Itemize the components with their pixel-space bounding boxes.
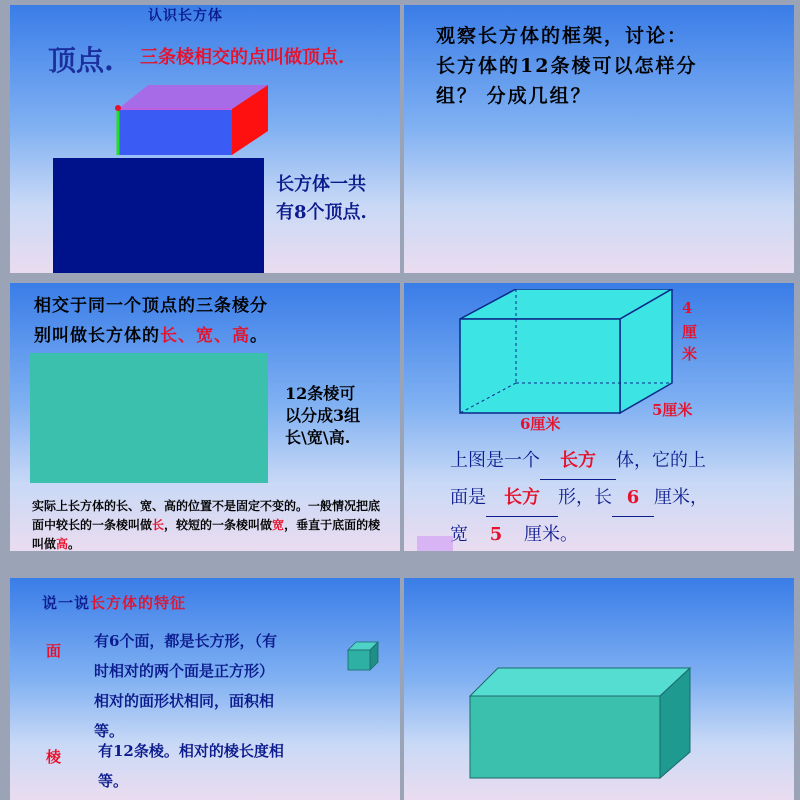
slide-cuboid [404, 578, 794, 800]
face-tag: 面 [46, 642, 62, 660]
slide-vertex [10, 5, 400, 273]
teal-block [30, 353, 268, 483]
note-high: 高 [56, 537, 69, 551]
features-title [42, 592, 186, 613]
cuboid-dimension-figure [454, 289, 694, 415]
vertex-heading: 顶点. [48, 44, 114, 77]
edge-groups-line2: 以分成3组 [285, 406, 361, 425]
statement-prefix: 别叫做长方体的 [34, 326, 160, 346]
vertex-count-text [276, 171, 367, 227]
note-long: 长 [152, 518, 165, 532]
vertex-count-line2: 有8个顶点. [276, 202, 367, 223]
note-part3: ，垂直于底面的棱叫做 [32, 518, 381, 551]
small-cube-icon [346, 640, 380, 672]
blank-width[interactable]: 5 [468, 517, 524, 551]
note-part4: 。 [68, 537, 81, 551]
slide-length-width-height [10, 283, 400, 551]
text-b: 体，它的上 [616, 450, 706, 471]
slide-features [10, 578, 400, 800]
features-title-highlight: 长方体的特征 [90, 594, 187, 612]
teal-cuboid-figure [468, 666, 692, 780]
text-a: 上图是一个 [450, 450, 540, 471]
face-line3: 相对的面形状相同，面积相 [94, 692, 275, 710]
face-line2: 时相对的两个面是正方形） [94, 662, 275, 680]
features-title-prefix: 说一说 [42, 594, 91, 612]
vertex-dot [115, 105, 121, 111]
blank-face-shape[interactable]: 长方 [486, 480, 558, 517]
text-g: 厘米。 [524, 524, 578, 545]
note-wide: 宽 [272, 518, 285, 532]
cuboid-top [470, 668, 690, 696]
note-part1: 实际上长方体的长、宽、高的位置不是固定不变的。一般情况把底面中较长的一条棱叫做 [32, 499, 381, 532]
statement-line2 [34, 321, 268, 351]
blank-solid-name[interactable]: 长方 [540, 443, 616, 480]
exercise-text [450, 443, 708, 551]
statement-suffix: 。 [250, 326, 268, 346]
height-value: 4 [682, 299, 693, 317]
face-line4: 等。 [94, 722, 125, 740]
text-c: 面是 [450, 487, 486, 508]
length-label: 6厘米 [520, 415, 561, 433]
slide-discussion [404, 5, 794, 273]
edge-tag: 棱 [46, 748, 62, 766]
height-unit-2: 米 [682, 345, 698, 363]
note-part2: ，较短的一条棱叫做 [164, 518, 273, 532]
cuboid-front [470, 696, 660, 778]
text-d: 形，长 [558, 487, 612, 508]
vertex-count-line1: 长方体一共 [276, 174, 366, 195]
face-description [94, 626, 277, 746]
edge-line2: 等。 [98, 772, 129, 790]
face-line1: 有6个面，都是长方形，（有 [94, 632, 277, 650]
cuboid-front-face [118, 109, 232, 155]
statement-highlight: 长、宽、高 [160, 326, 250, 346]
cuboid-vertex-figure [110, 75, 280, 165]
question-line1: 观察长方体的框架，讨论： [436, 25, 689, 47]
width-label: 5厘米 [652, 401, 693, 419]
lwh-note [32, 497, 382, 551]
vertex-definition: 三条棱相交的点叫做顶点. [140, 47, 345, 68]
statement-line1: 相交于同一个顶点的三条棱分 [34, 296, 268, 316]
slide-exercise [404, 283, 794, 551]
slide-title: 认识长方体 [148, 8, 223, 24]
discussion-question [436, 21, 697, 111]
question-line3: 组？ 分成几组？ [436, 85, 592, 107]
edge-line1: 有12条棱。相对的棱长度相 [98, 742, 284, 760]
navy-block [53, 158, 264, 273]
edge-groups-text [285, 383, 360, 449]
height-unit-1: 厘 [682, 323, 698, 341]
text-f: 宽 [450, 524, 468, 545]
text-e: 厘米， [654, 487, 708, 508]
lwh-statement [34, 291, 268, 351]
edge-groups-line1: 12条棱可 [285, 384, 356, 403]
lavender-marker [417, 536, 453, 551]
blank-length[interactable]: 6 [612, 480, 654, 517]
exercise-front-face [460, 319, 620, 413]
question-line2: 长方体的12条棱可以怎样分 [436, 55, 698, 77]
edge-groups-line3: 长\宽\高. [285, 428, 351, 447]
edge-description [98, 736, 284, 796]
